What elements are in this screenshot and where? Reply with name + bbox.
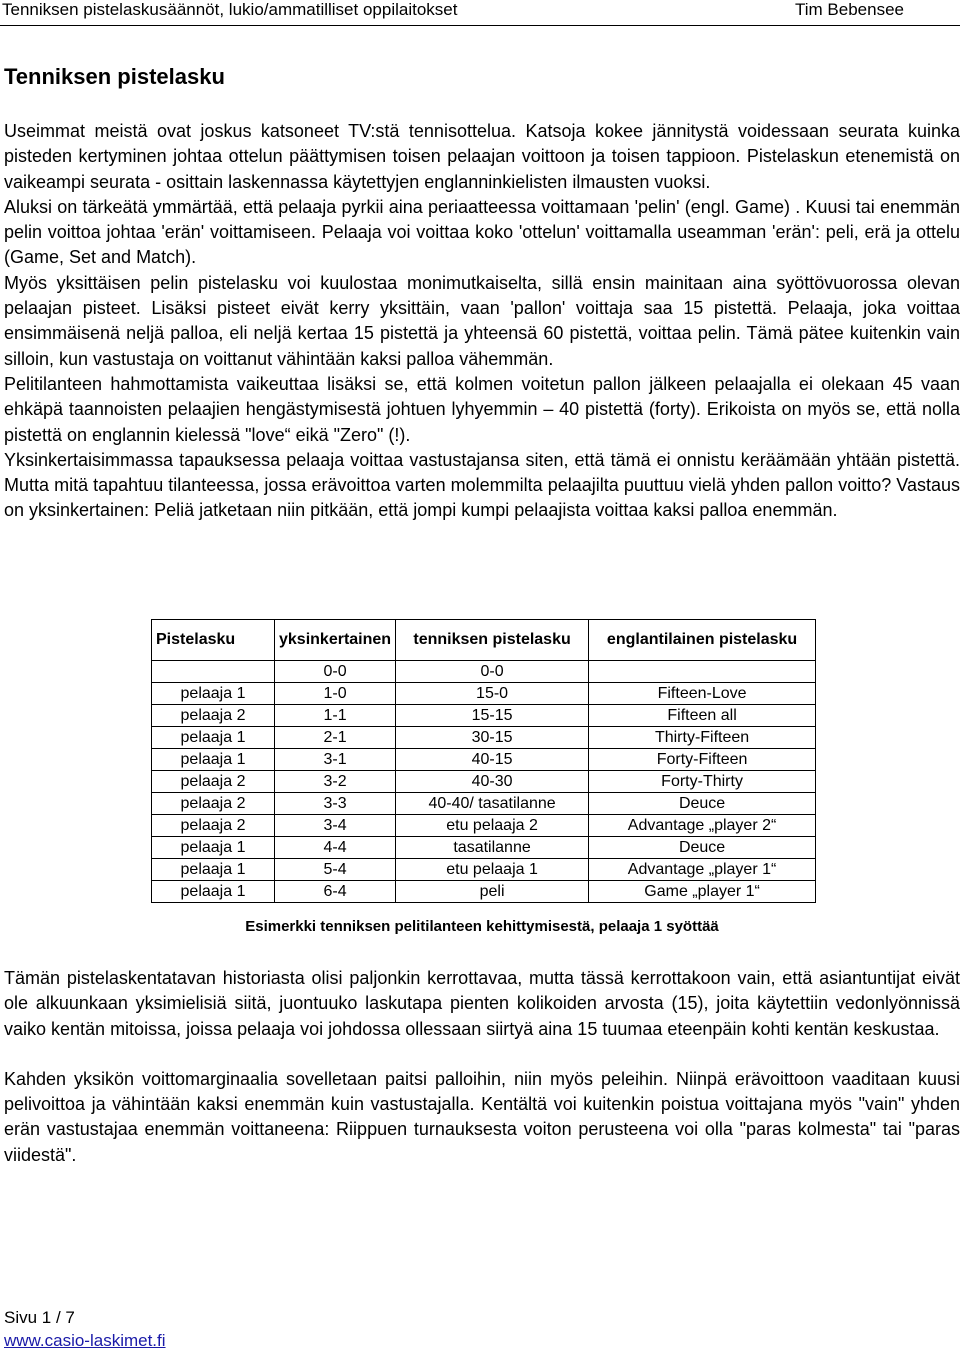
table-cell: pelaaja 1 [152,881,275,903]
table-row [152,859,816,881]
table-cell: 3-3 [275,793,396,815]
table-cell: Deuce [589,793,816,815]
table-cell: 2-1 [275,727,396,749]
table-row [152,661,816,683]
table-cell: 0-0 [275,661,396,683]
table-cell: etu pelaaja 2 [396,815,589,837]
table-cell: 3-4 [275,815,396,837]
paragraph-3: Myös yksittäisen pelin pistelasku voi kuulostaa monimutkaiselta, sillä ensin mainitaan aina syöttövuorossa olevan pelaajan pisteet. Lisäksi pisteet eivät kerry yksittäin, vaan 'pallon' voittaja saa 15 pistettä. Pelaaja, joka voittaa ensimmäisenä neljä palloa, eli neljä kertaa 15 pistettä ja yhteensä 60 pistettä, voittaa pelin. Tämä pätee kuitenkin vain silloin, kun vastustaja on voittanut vähintään kaksi palloa vähemmän. [4,272,960,369]
website-link[interactable]: www.casio-laskimet.fi [4,1331,166,1350]
table-cell: Forty-Thirty [589,771,816,793]
table-cell: 40-30 [396,771,589,793]
table-cell: 1-0 [275,683,396,705]
scoring-table [151,619,816,903]
page-title: Tenniksen pistelasku [4,64,225,89]
table-header-row [152,620,816,661]
table-cell: Thirty-Fifteen [589,727,816,749]
table-header-cell: tenniksen pistelasku [396,620,589,661]
table-header-cell: Pistelasku [152,620,275,661]
table-row [152,881,816,903]
page-number: Sivu 1 / 7 [4,1308,75,1327]
table-cell: 40-40/ tasatilanne [396,793,589,815]
page-header [0,0,960,22]
table-cell: Game „player 1“ [589,881,816,903]
table-cell: Advantage „player 1“ [589,859,816,881]
table-cell: 15-15 [396,705,589,727]
table-row [152,683,816,705]
paragraph-6: Tämän pistelaskentatavan historiasta olisi paljonkin kerrottavaa, mutta tässä kerrottakoon vain, että asiantuntijat eivät ole alkuunkaan yksimielisiä siitä, juontuuko laskutapa pienten kolikoiden arvosta (15), joita käytettiin vedonlyönnissä vaiko kentän mitoissa, joissa pelaaja voi johdossa ollessaan siirtyä aina 15 tuumaa eteenpäin kohti kentän keskustaa. [4,968,960,1039]
intro-text [4,119,960,524]
table-cell: 3-1 [275,749,396,771]
paragraph-5: Yksinkertaisimmassa tapauksessa pelaaja voittaa vastustajansa siten, että tämä ei onnistu keräämään yhtään pistettä. Mutta mitä tapahtuu tilanteessa, jossa erävoittoa varten molemmilta pelaajilta puuttuu vielä yhden pallon voitto? Vastaus on yksinkertainen: Peliä jatketaan niin pitkään, että jompi kumpi pelaajista voittaa kaksi palloa enemmän. [4,449,960,521]
paragraph-2: Aluksi on tärkeätä ymmärtää, että pelaaja pyrkii aina periaatteessa voittamaan 'pelin' (engl. Game) . Kuusi tai enemmän pelin voittoa johtaa 'erän' voittamiseen. Pelaaja voi voittaa koko 'ottelun' voittamalla useamman 'erän': peli, erä ja ottelu (Game, Set and Match). [4,196,960,268]
header-author: Tim Bebensee [795,0,904,19]
table-cell: etu pelaaja 1 [396,859,589,881]
table-cell: 4-4 [275,837,396,859]
table-cell: Forty-Fifteen [589,749,816,771]
table-caption: Esimerkki tenniksen pelitilanteen kehittymisestä, pelaaja 1 syöttää [245,918,719,935]
closing-text [4,966,960,1168]
table-row [152,727,816,749]
table-cell: pelaaja 1 [152,859,275,881]
table-row [152,705,816,727]
table-cell: 40-15 [396,749,589,771]
table-row [152,815,816,837]
table-cell: 0-0 [396,661,589,683]
table-header-cell: yksinkertainen [275,620,396,661]
table-cell: peli [396,881,589,903]
header-document-title: Tenniksen pistelaskusäännöt, lukio/ammatilliset oppilaitokset [2,0,458,19]
table-cell: 30-15 [396,727,589,749]
table-cell: Deuce [589,837,816,859]
table-cell: 3-2 [275,771,396,793]
table-cell: pelaaja 1 [152,727,275,749]
table-cell: pelaaja 2 [152,705,275,727]
table-cell: Fifteen-Love [589,683,816,705]
paragraph-7: Kahden yksikön voittomarginaalia sovelletaan paitsi palloihin, niin myös peleihin. Niinpä erävoittoon vaaditaan kuusi pelivoittoa ja vähintään kaksi enemmän kuin vastustajalla. Kentältä voi kuitenkin poistua voittajana myös "vain" yhden erän vastustajaa enemmän voittaneena: Riippuen turnauksesta voiton perusteena voi olla "paras kolmesta" tai "paras viidestä". [4,1068,960,1165]
paragraph-4: Pelitilanteen hahmottamista vaikeuttaa lisäksi se, että kolmen voitetun pallon jälkeen pelaajalla ei olekaan 45 vaan ehkäpä taannoisten pelaajien hengästymisestä johtuen lyhyemmin – 40 pistettä (forty). Erikoista on myös se, että nolla pistettä on englannin kielessä "love“ eikä "Zero" (!). [4,373,960,445]
table-cell: 15-0 [396,683,589,705]
table-cell [589,661,816,683]
table-cell: 5-4 [275,859,396,881]
table-cell: tasatilanne [396,837,589,859]
table-cell: pelaaja 1 [152,683,275,705]
table-header-cell: englantilainen pistelasku [589,620,816,661]
paragraph-1: Useimmat meistä ovat joskus katsoneet TV:stä tennisottelua. Katsoja kokee jännitystä voidessaan seurata kuinka pisteden kertyminen johtaa ottelun päättymisen toisen pelaajan voittoon ja toisen tappioon. Pistelaskun etenemistä on vaikeampi seurata - osittain laskennassa käytettyjen englanninkielisten ilmausten vuoksi. [4,121,960,192]
table-cell: Advantage „player 2“ [589,815,816,837]
table-cell: Fifteen all [589,705,816,727]
table-cell: pelaaja 2 [152,771,275,793]
table-cell: pelaaja 2 [152,815,275,837]
table-cell: 1-1 [275,705,396,727]
table-cell: pelaaja 1 [152,837,275,859]
table-row [152,837,816,859]
table-body [152,661,816,903]
table-cell [152,661,275,683]
header-divider [0,25,960,26]
table-cell: 6-4 [275,881,396,903]
table-row [152,793,816,815]
table-cell: pelaaja 2 [152,793,275,815]
table-row [152,749,816,771]
table-row [152,771,816,793]
table-cell: pelaaja 1 [152,749,275,771]
page-footer [4,1306,166,1352]
